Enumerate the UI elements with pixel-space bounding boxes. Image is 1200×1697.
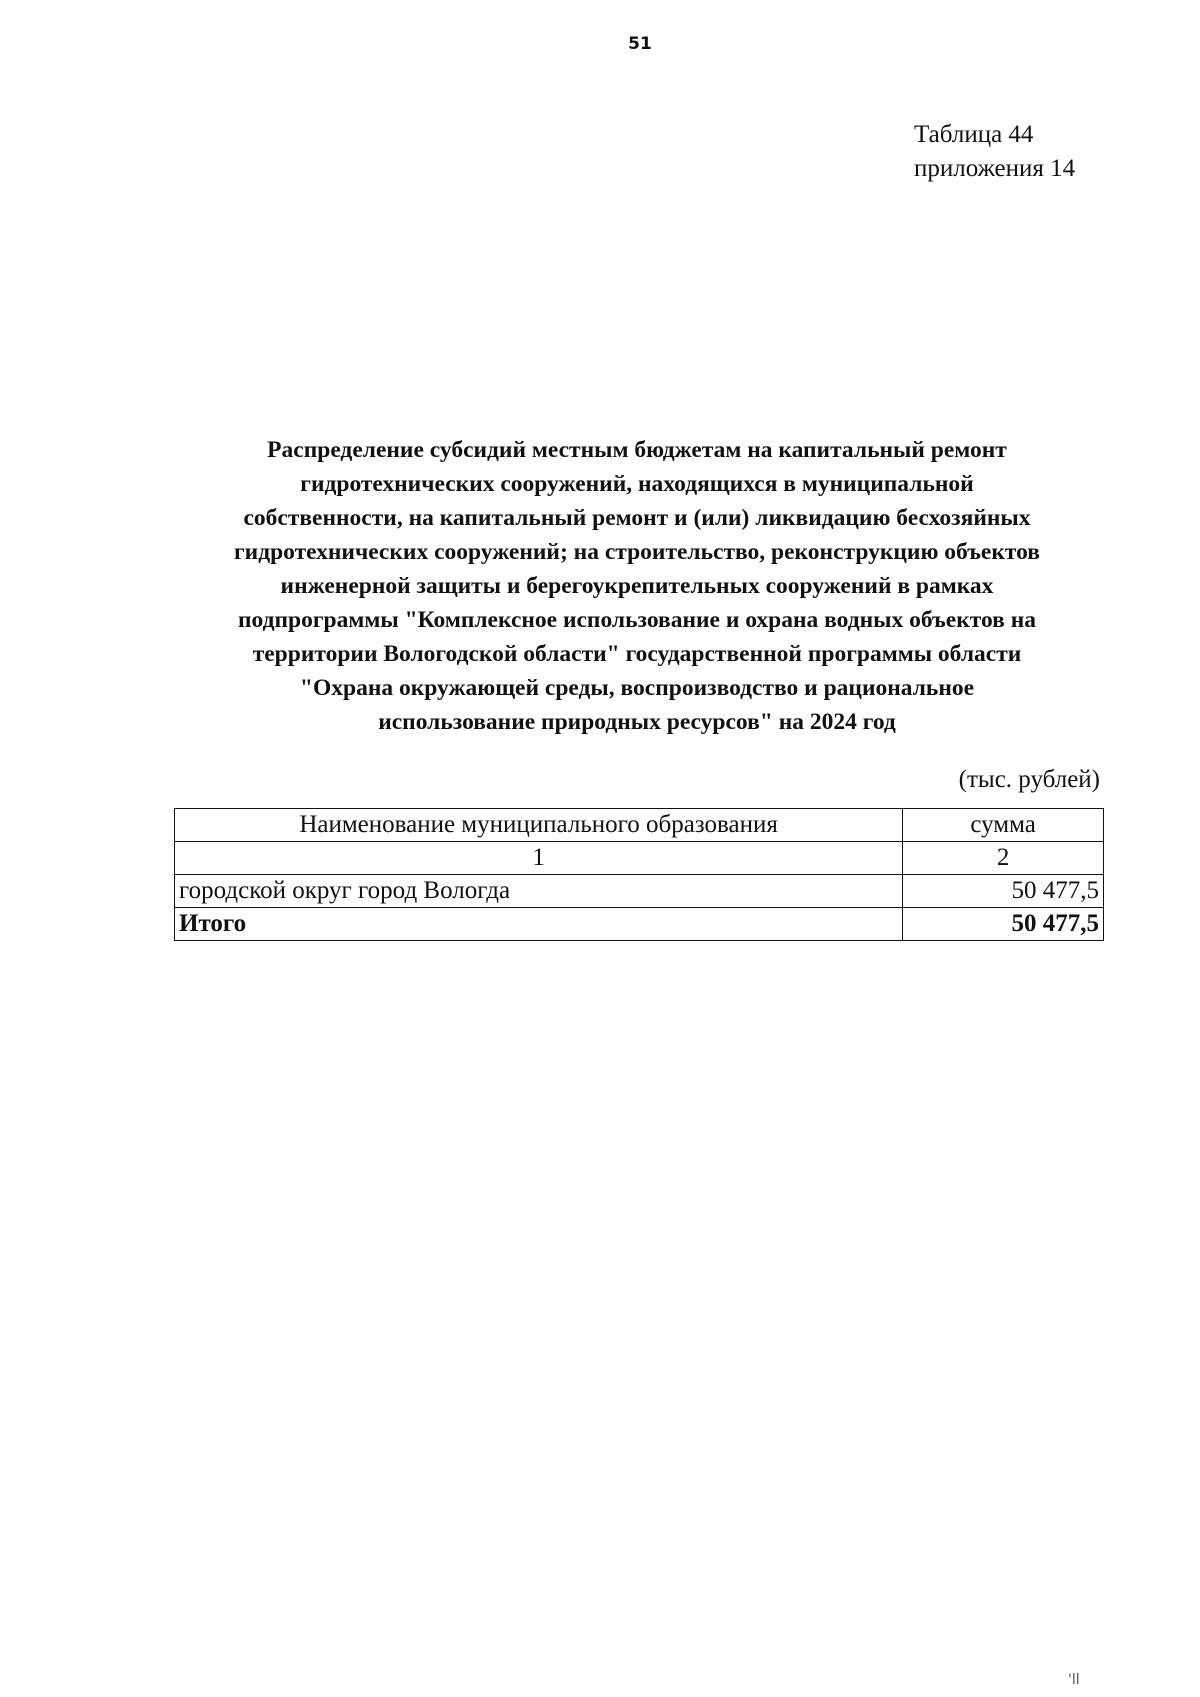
column-number-row: [175, 842, 1104, 875]
total-row: [175, 908, 1104, 941]
title-line: "Охрана окружающей среды, воспроизводство и рациональное: [299, 675, 975, 701]
table-reference: [914, 118, 1075, 186]
title-line: территории Вологодской области" государственной программы области: [252, 641, 1022, 667]
table-reference-number: Таблица 44: [914, 121, 1034, 148]
total-sum: 50 477,5: [903, 908, 1104, 941]
scan-mark: 'll: [1068, 1672, 1080, 1688]
table-row: [175, 875, 1104, 908]
row-sum: 50 477,5: [903, 875, 1104, 908]
title-line: гидротехнических сооружений, находящихся в муниципальной: [300, 471, 974, 497]
title-line: собственности, на капитальный ремонт и (или) ликвидацию бесхозяйных: [243, 505, 1031, 531]
subsidy-table: [174, 808, 1104, 941]
page-number: 51: [628, 34, 652, 54]
row-municipality-name: городской округ город Вологда: [175, 875, 903, 908]
units-label: (тыс. рублей): [958, 766, 1100, 793]
column-number-2: 2: [903, 842, 1104, 875]
column-number-1: 1: [175, 842, 903, 875]
title-line: использование природных ресурсов" на 2024 год: [378, 709, 896, 735]
title-line: подпрограммы "Комплексное использование и охрана водных объектов на: [238, 607, 1036, 633]
header-name: Наименование муниципального образования: [175, 809, 903, 842]
title-line: Распределение субсидий местным бюджетам на капитальный ремонт: [267, 437, 1007, 463]
table-header-row: [175, 809, 1104, 842]
header-sum: сумма: [903, 809, 1104, 842]
total-label: Итого: [175, 908, 903, 941]
title-line: гидротехнических сооружений; на строительство, реконструкцию объектов: [234, 539, 1040, 565]
table-reference-appendix: приложения 14: [914, 155, 1076, 182]
title-line: инженерной защиты и берегоукрепительных сооружений в рамках: [280, 573, 994, 599]
document-title: [170, 433, 1104, 739]
